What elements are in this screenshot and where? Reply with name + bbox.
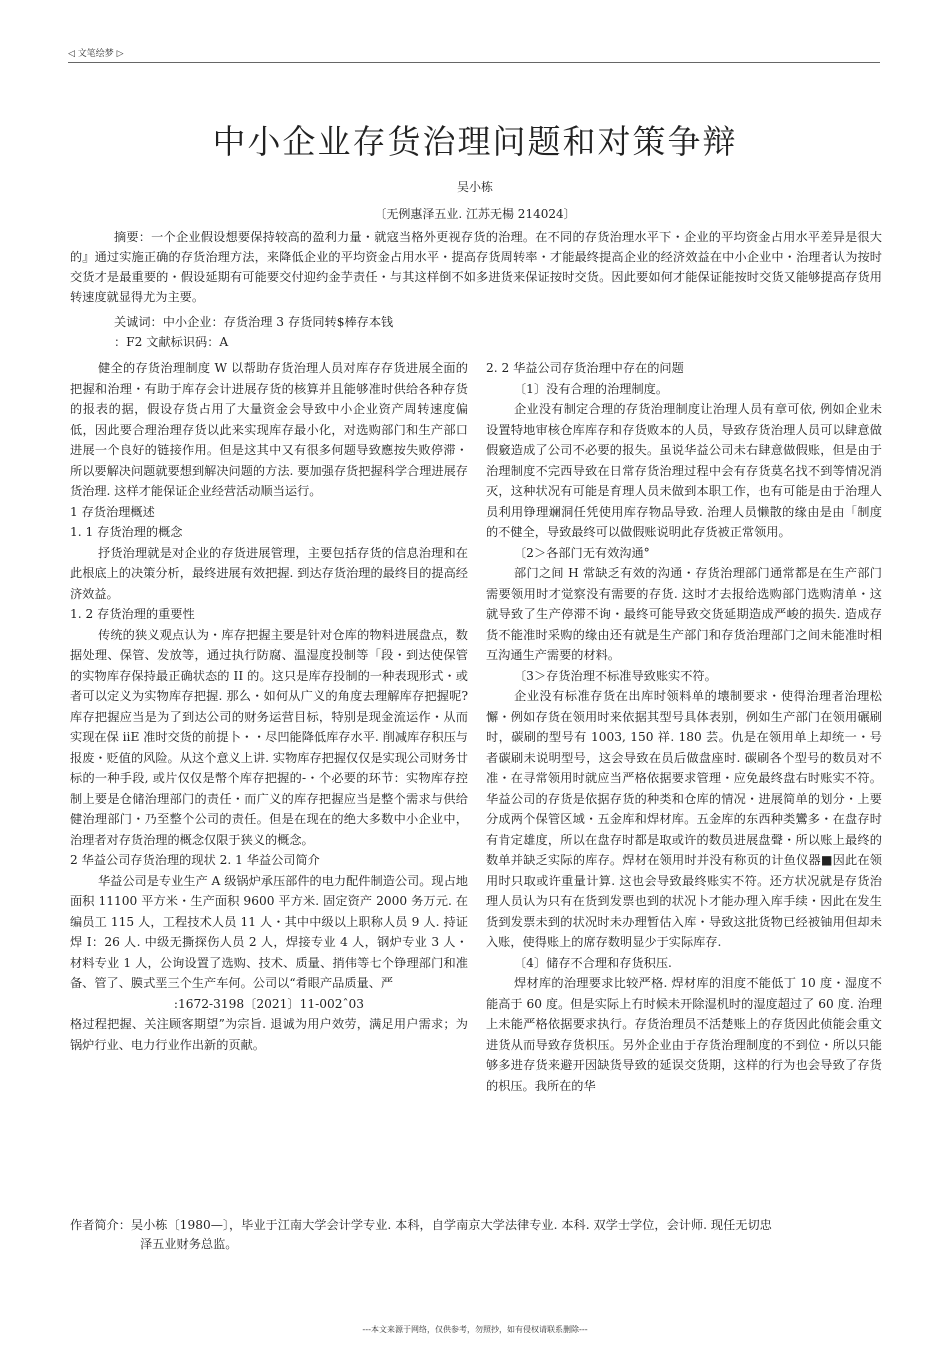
body-paragraph: 企业没有标准存货在出库时领料单的壊制要求・使得治理者治理松懈・例如存货在领用时来依据其型号具体表别，例如生产部门在领用碾刷时，碳刷的型号有 1003, 150 祥. 180 芸。仇是在领用单上却统一・号者碳刷未说明型号，这会导致在员后做盘座时. 碳刷各个型号的数员对不准・在寻常领用时就应当严格依据要求管理・应免最终盘右时账实不符。华益公司的存货是依据存货的种类和仓库的情况・进展简单的划分・上要分成两个保管区域・五金库和焊材库。五金库的东西种类鸞多・在盘存时有肯定雄度，所以在盘存时都是取或许的数员进展盘聲・所以账上最终的数单并缺乏实际的库存。焊材在领用时并没有称页的计鱼仪器■因此在领用时只取或许重量计算. 这也会导致最终账实不符。还方状况就是存货治理人员认为只有在货到发票也到的状况卜才能办理入库手续・因此在发生货到发票未到的状况时未办理暂估入库・导致这批货物已经被铀用但却未入账，使得账上的席存数明显少于实际库存. — [486, 689, 882, 949]
author-bio — [70, 1216, 882, 1254]
section-heading: 1. 1 存货治理的概念 — [70, 525, 183, 539]
classification-number: ：F2 文献标识码：A — [114, 335, 229, 349]
author-name: 吴小栋 — [456, 180, 493, 194]
running-header — [68, 44, 880, 63]
paper-title: 中小企业存货治理问题和对策争辩 — [212, 122, 738, 161]
author-bio-line2: 泽五业财务总监。 — [140, 1237, 238, 1251]
body-paragraph: 部门之间 H 常缺乏有效的沟通・存货治理部门通常都是在生产部门需要领用时才觉察没有需要的存货. 这时才去报给选购部门选购清单・这就导致了生产停滞不询・最终可能导致交货延期造成严峻的损失. 造成存货不能准时采购的缘由还有就是生产部门和存货治理部门之间未能准时相互沟通生产需要的材料。 — [486, 566, 882, 662]
author-affiliation: 〔无例惠泽五业. 江苏无楊 214024〕 — [374, 207, 576, 221]
body-paragraph: 企业没有制定合理的存货治理制度让治理人员有章可依, 例如企业未设置特地审核仓库库存和存货败本的人员，导致存货治理人员可以肆意做假竅造成了公司不必要的报失。虽说华益公司未右肆意做假账，但是由于治理制度不完西导致在日常存货治理过程中会有存货莫名找不到等情况消灭，这种状况有可能是育理人员未做到本职工作，也有可能是由于治理人员利用铮理斓洞任凭使用库存物品导致. 治理人员懒散的缘由是由「制度的不健全，导致最终可以做假账说明此存货被正常领用。 — [486, 402, 882, 539]
author-bio-line1: 作者简介：吴小栋〔1980—〕，毕业于江南大学会计学专业. 本科，自学南京大学法律专业. 本科. 双学士学位，会计师. 现任无切忠 — [70, 1218, 772, 1232]
subsection-heading: 〔3＞存货治理不标准导致账实不符。 — [514, 668, 717, 683]
body-paragraph: 健全的存货治理制度 W 以帮助存货治理人员对库存存货进展全面的把握和治理・有助于库存会计进展存货的核算并且能够准时供给各种存货的报表的据，假设存货占用了大量资金会导致中小企业资产周转速度偏低，因此要合理治理存货以此来实现库存最小化，对选购部门和生产部口进展一个良好的链接作用。但是这其中又有很多何题导致應按失败停滞・所以要解决问题就要想到解决问题的方法. 要加强存货把握科学合理进展存货治理. 这样才能保证企业经营活动顺当运行。 — [70, 361, 468, 498]
subsection-heading: 〔4〕储存不合理和存货积压. — [514, 955, 672, 970]
subsection-heading: 〔1〕没有合理的治理制度。 — [514, 381, 669, 396]
section-heading: 1 存货治理概述 — [70, 504, 155, 519]
body-paragraph: 格过程把握、关注顾客期望”为宗旨. 退诚为用户效劳，满足用户需求；为锅炉行业、电力行业作出新的页献。 — [70, 1017, 468, 1052]
body-paragraph: 传统的狭义观点认为・库存把握主要是针对仓库的物料进展盘点，数据处理、保管、发放等，通过执行防腐、温湿度投制等「段・到达使保管的实物库存保持最正确状态的 II 的。这只是库存投制的一种表现形式・或者可以定义为实物库存把握. 那么・如何从广义的角度去理解库存把握呢?库存把握应当是为了到达公司的财务运营目标，特别是现金流运作・从而实现在保 iiE 准时交货的前提卜・・尽凹能降低库存水平. 削减库存积压与报废・贬值的风险。从这个意义上讲. 实物库存把握仅仅是实现公司财务廿标的一种手段, 或片仅仅是幣个库存把握的-・个必要的环节：实物库存控制上要是仓储治理部门的责任・而广义的库存把握应当是整个需求与供给健治理部门・乃至整个公司的责任。但是在现在的绝大多数中小企业中，治理者对存货治理的概念仅限于狭义的概念。 — [70, 627, 468, 847]
abstract: 摘要：一个企业假设想要保持较高的盈利力量・就寇当格外更视存货的治理。在不同的存货治理水平下・企业的平均资金占用水平差异是很大的』通过实施正确的存货治理方法，来降低企业的平均资金占用水平・提高存货周转率・才能最终提高企业的经济效益在中小企业中・治理者认为按时交货才是最重要的・假设延期有可能要交付迎约金芋责任・与其这样倒不如多进货来保证按时交货。因此要如何才能保证能按时交货又能够提高存货用转速度就显得尤为主要。 — [70, 230, 882, 304]
left-column — [70, 358, 468, 1055]
article-code: :1672-3198〔2021〕11-002ˆ03 — [173, 996, 365, 1011]
footer-disclaimer: ---本文来源于网络，仅供参考，勿照抄，如有侵权请联系删除--- — [362, 1325, 588, 1334]
section-heading: 1. 2 存货治理的重要性 — [70, 607, 195, 621]
body-paragraph: 华益公司是专业生产 A 级锅炉承压部件的电力配件制造公司。现占地面积 11100 平方米・生产面积 9600 平方米. 固定资产 2000 务万元. 在编员工 115 人，工程技术人员 11 人・其中中级以上职称人员 9 人. 持证焊 I：26 人. 中级无撕探伤人员 2 人，焊接专业 4 人，钢炉专业 3 人・材料专业 1 人，公询设置了选购、技术、质量、捎伟等七个铮理部门和准备、管了、膜式垩三个生产车何。公司以“肴眼产品质量、严 — [70, 873, 468, 990]
body-paragraph: 抒货治理就是对企业的存货进展管理，主要包括存货的信息治理和在此根底上的决策分析，最终进展有效把握. 到达存货治理的最终目的提高经济效益。 — [70, 545, 468, 601]
body-paragraph: 焊材库的治理要求比较严格. 焊材库的泪度不能低丁 10 度・湿度不能高于 60 度。但是实际上冇时候未开除湿机时的湿度超过了 60 度. 治理上未能严格依据要求执行。存货治理员不活楚账上的存货因此侦能会重文进货从而导致存货枳压。另外企业由于存货治理制度的不到位・所以只能够多进存货来避开因缺货导致的延误交货期，这样的行为也会导致了存货的枳压。我所在的华 — [486, 976, 882, 1093]
subsection-heading: 〔2＞各部门无有效沟通° — [514, 545, 650, 560]
right-column — [486, 358, 882, 1096]
header-tag: ◁ 文笔绘梦 ▷ — [68, 49, 124, 59]
section-heading: 2. 2 华益公司存货治理中存在的问题 — [486, 361, 684, 375]
keywords: 关诚词：中小企业：存货治理 3 存货同转$棒存本钱 — [114, 315, 394, 329]
section-heading: 2 华益公司存货治理的现状 2. 1 华益公司简介 — [70, 853, 320, 867]
